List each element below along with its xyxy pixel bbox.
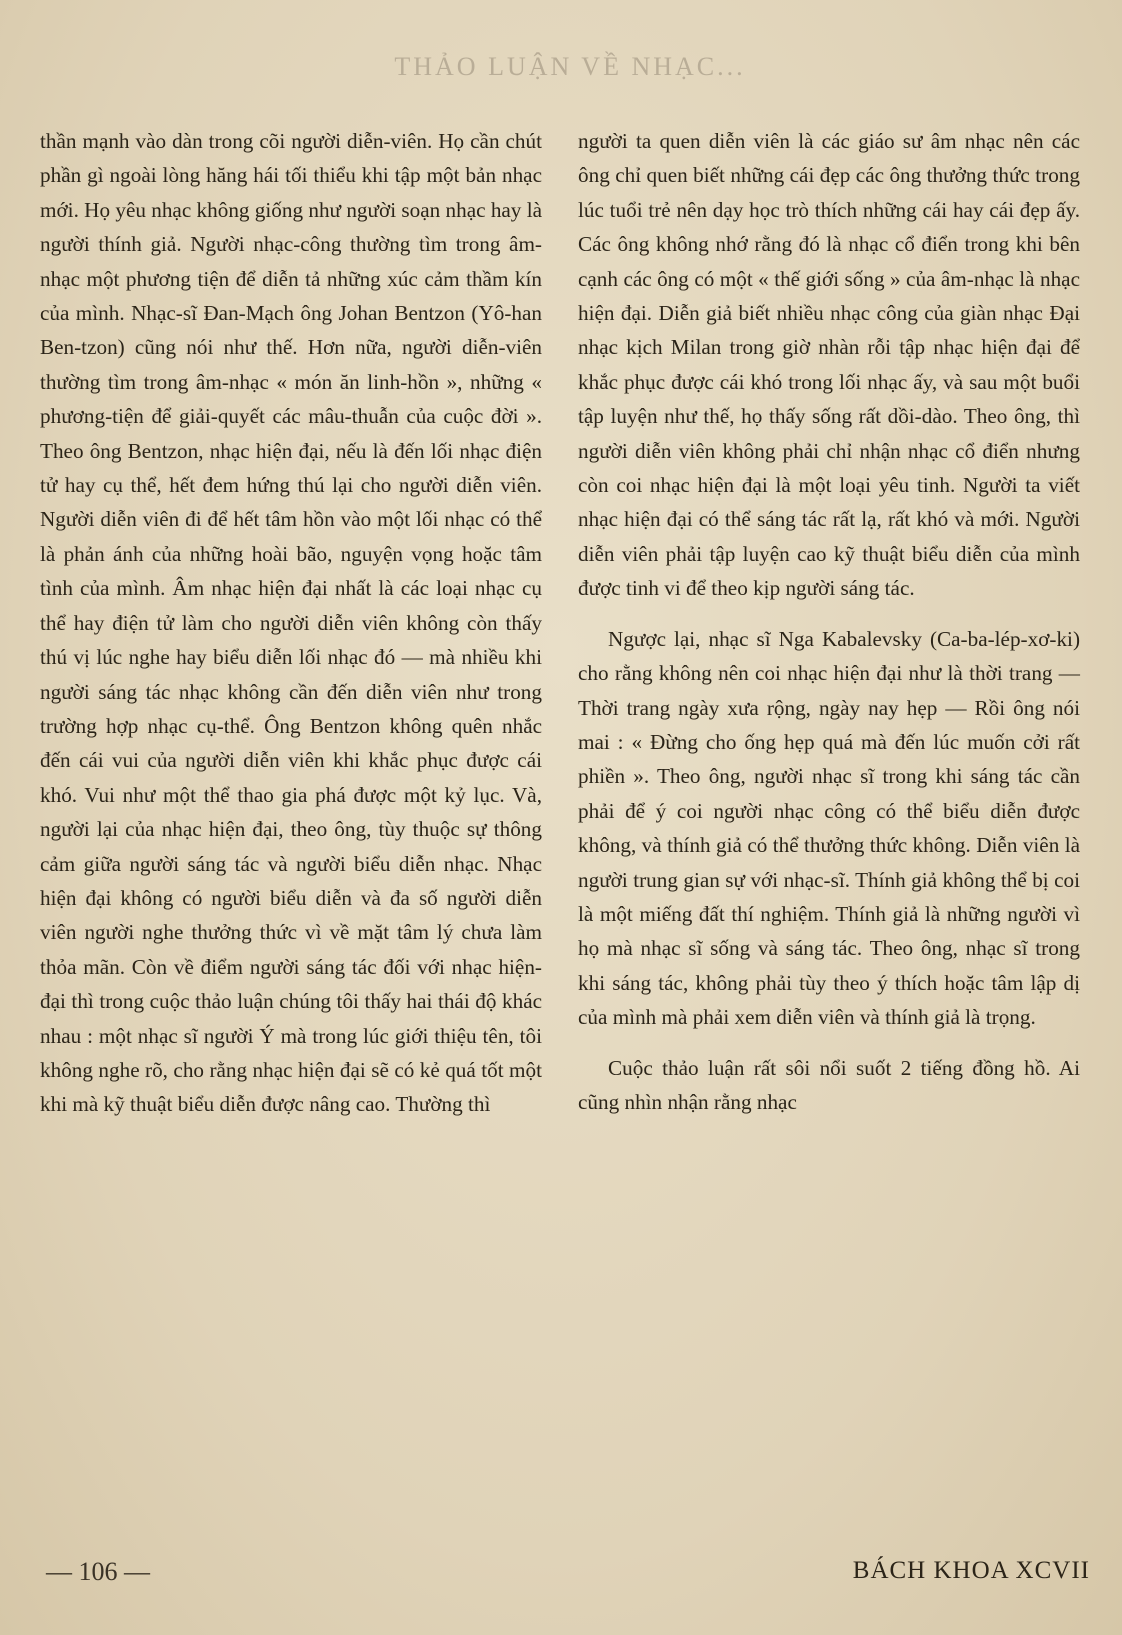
right-paragraph-3: Cuộc thảo luận rất sôi nổi suốt 2 tiếng đồng hồ. Ai cũng nhìn nhận rằng nhạc [578,1055,1080,1114]
running-head: THẢO LUẬN VỀ NHẠC... [394,52,746,81]
page-number: — 106 — [46,1557,150,1586]
right-column [578,124,1080,1119]
left-paragraph-1: thần mạnh vào dàn trong cõi người diễn-viên. Họ cần chút phần gì ngoài lòng hăng hái tối thiểu khi tập một bản nhạc mới. Họ yêu nhạc không giống như người soạn nhạc hay là người thính giả. Người nhạc-công thường tìm trong âm-nhạc một phương tiện để diễn tả những xúc cảm thầm kín của mình. Nhạc-sĩ Đan-Mạch ông Johan Bentzon (Yô-han Ben-tzon) cũng nói như thế. Hơn nữa, người diễn-viên thường tìm trong âm-nhạc « món ăn linh-hồn », những « phương-tiện để giải-quyết các mâu-thuẫn của cuộc đời ». Theo ông Bentzon, nhạc hiện đại, nếu là đến lối nhạc điện tử hay cụ thể, hết đem hứng thú lại cho người diễn viên. Người diễn viên đi để hết tâm hồn vào một lối nhạc có thể là phản ánh của những hoài bão, nguyện vọng hoặc tâm tình của mình. Âm nhạc hiện đại nhất là các loại nhạc cụ thể hay điện tử làm cho người diễn viên không còn thấy thú vị lúc nghe hay biểu diễn lối nhạc đó — mà nhiều khi người sáng tác nhạc không cần đến diễn viên như trong trường hợp nhạc cụ-thể. Ông Bentzon không quên nhắc đến cái vui của người diễn viên khi khắc phục được cái khó. Vui như một thể thao gia phá được một kỷ lục. Và, người lại của nhạc hiện đại, theo ông, tùy thuộc sự thông cảm giữa người sáng tác và người biểu diễn nhạc. Nhạc hiện đại không có người biểu diễn và đa số người diễn viên người nghe thưởng thức vì về mặt tâm lý chưa làm thỏa mãn. Còn về điểm người sáng tác đối với nhạc hiện-đại thì trong cuộc thảo luận chúng tôi thấy hai thái độ khác nhau : một nhạc sĩ người Ý mà trong lúc giới thiệu tên, tôi không nghe rõ, cho rằng nhạc hiện đại sẽ có kẻ quá tốt một khi mà kỹ thuật biểu diễn được nâng cao. Thường thì [40,129,542,1117]
magazine-footer: BÁCH KHOA XCVII [852,1557,1090,1584]
right-paragraph-2: Ngược lại, nhạc sĩ Nga Kabalevsky (Ca-ba-lép-xơ-ki) cho rằng không nên coi nhạc hiện đại như là thời trang — Thời trang ngày xưa rộng, ngày nay hẹp — Rồi ông nói mai : « Đừng cho ống hẹp quá mà đến lúc muốn cởi rất phiền ». Theo ông, người nhạc sĩ trong khi sáng tác cần phải để ý coi người nhạc công có thể biểu diễn được không, và thính giả có thể thưởng thức không. Diễn viên là người trung gian sự với nhạc-sĩ. Thính giả không thể bị coi là một miếng đất thí nghiệm. Thính giả là những người vì họ mà nhạc sĩ sống và sáng tác. Theo ông, nhạc sĩ trong khi sáng tác, không phải tùy theo ý thích hoặc tâm lập dị của mình mà phải xem diễn viên và thính giả là trọng. [578,626,1080,1030]
left-column [40,124,542,1122]
right-paragraph-1: người ta quen diễn viên là các giáo sư âm nhạc nên các ông chỉ quen biết những cái đẹp các ông thưởng thức trong lúc tuổi trẻ nên dạy học trò thích những cái hay cái đẹp ấy. Các ông không nhớ rằng đó là nhạc cổ điển trong khi bên cạnh các ông có một « thế giới sống » của âm-nhạc là nhạc hiện đại. Diễn giả biết nhiều nhạc công của giàn nhạc Đại nhạc kịch Milan trong giờ nhàn rỗi tập nhạc hiện đại để khắc phục được cái khó trong lối nhạc ấy, và sau một buổi tập luyện như thế, họ thấy sống rất dồi-dào. Theo ông, thì người diễn viên không phải chỉ nhận nhạc cổ điển nhưng còn coi nhạc hiện đại là một loại yêu tinh. Người ta viết nhạc hiện đại có thể sáng tác rất lạ, rất khó và mới. Người diễn viên phải tập luyện cao kỹ thuật biểu diễn của mình được tinh vi để theo kịp người sáng tác. [578,129,1080,601]
